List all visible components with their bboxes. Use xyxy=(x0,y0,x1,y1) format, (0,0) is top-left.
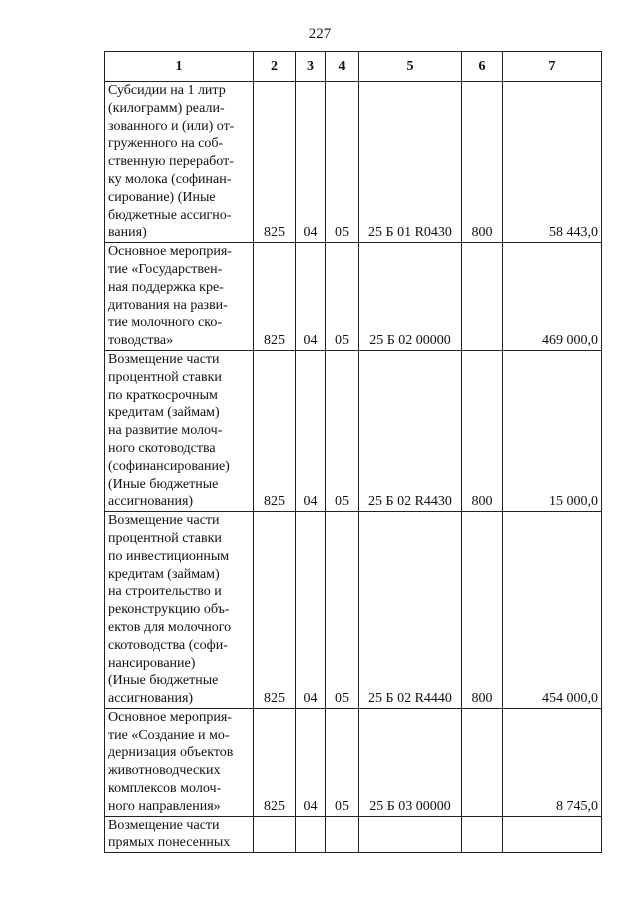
row-target-code: 25 Б 02 R4440 xyxy=(359,512,462,709)
row-ministry-code: 825 xyxy=(254,243,296,351)
header-col-2: 2 xyxy=(254,52,296,82)
row-expense-type xyxy=(462,243,503,351)
row-subsection xyxy=(326,816,359,853)
header-col-1: 1 xyxy=(105,52,254,82)
row-expense-type xyxy=(462,816,503,853)
row-name: Основное мероприя- тие «Государствен- ная поддержка кре- дитования на разви- тие молочного ско- товодства» xyxy=(105,243,254,351)
row-ministry-code xyxy=(254,816,296,853)
row-amount: 15 000,0 xyxy=(503,350,602,511)
row-amount: 8 745,0 xyxy=(503,708,602,816)
row-ministry-code: 825 xyxy=(254,708,296,816)
row-target-code: 25 Б 01 R0430 xyxy=(359,82,462,243)
row-subsection: 05 xyxy=(326,82,359,243)
row-ministry-code: 825 xyxy=(254,512,296,709)
header-row xyxy=(105,52,602,82)
row-subsection: 05 xyxy=(326,512,359,709)
row-expense-type: 800 xyxy=(462,350,503,511)
row-amount: 469 000,0 xyxy=(503,243,602,351)
row-section xyxy=(296,816,326,853)
header-col-5: 5 xyxy=(359,52,462,82)
row-section: 04 xyxy=(296,82,326,243)
row-subsection: 05 xyxy=(326,243,359,351)
row-amount: 454 000,0 xyxy=(503,512,602,709)
page-number: 227 xyxy=(308,26,332,42)
row-expense-type xyxy=(462,708,503,816)
row-target-code: 25 Б 03 00000 xyxy=(359,708,462,816)
table-row xyxy=(105,82,602,243)
budget-table xyxy=(104,51,602,853)
table-row xyxy=(105,816,602,853)
table-row xyxy=(105,708,602,816)
row-amount: 58 443,0 xyxy=(503,82,602,243)
table-row xyxy=(105,512,602,709)
row-target-code xyxy=(359,816,462,853)
row-expense-type: 800 xyxy=(462,512,503,709)
row-expense-type: 800 xyxy=(462,82,503,243)
row-name: Субсидии на 1 литр (килограмм) реали- зованного и (или) от- груженного на соб- ственную переработ- ку молока (софинан- сирование) (Иные бюджетные ассигно- вания) xyxy=(105,82,254,243)
header-col-4: 4 xyxy=(326,52,359,82)
row-section: 04 xyxy=(296,708,326,816)
row-target-code: 25 Б 02 R4430 xyxy=(359,350,462,511)
row-name: Возмещение части процентной ставки по краткосрочным кредитам (займам) на развитие молоч- ного скотоводства (софинансирование) (Иные бюджетные ассигнования) xyxy=(105,350,254,511)
row-name: Основное мероприя- тие «Создание и мо- дернизация объектов животноводческих комплексов молоч- ного направления» xyxy=(105,708,254,816)
row-section: 04 xyxy=(296,350,326,511)
row-ministry-code: 825 xyxy=(254,82,296,243)
row-subsection: 05 xyxy=(326,350,359,511)
row-ministry-code: 825 xyxy=(254,350,296,511)
row-name: Возмещение части процентной ставки по инвестиционным кредитам (займам) на строительство и реконструкцию объ- ектов для молочного скотоводства (софи- нансирование) (Иные бюджетные ассигнования) xyxy=(105,512,254,709)
row-name: Возмещение части прямых понесенных xyxy=(105,816,254,853)
row-subsection: 05 xyxy=(326,708,359,816)
row-section: 04 xyxy=(296,512,326,709)
header-col-7: 7 xyxy=(503,52,602,82)
row-target-code: 25 Б 02 00000 xyxy=(359,243,462,351)
header-col-6: 6 xyxy=(462,52,503,82)
row-amount xyxy=(503,816,602,853)
header-col-3: 3 xyxy=(296,52,326,82)
table-row xyxy=(105,243,602,351)
row-section: 04 xyxy=(296,243,326,351)
table-row xyxy=(105,350,602,511)
